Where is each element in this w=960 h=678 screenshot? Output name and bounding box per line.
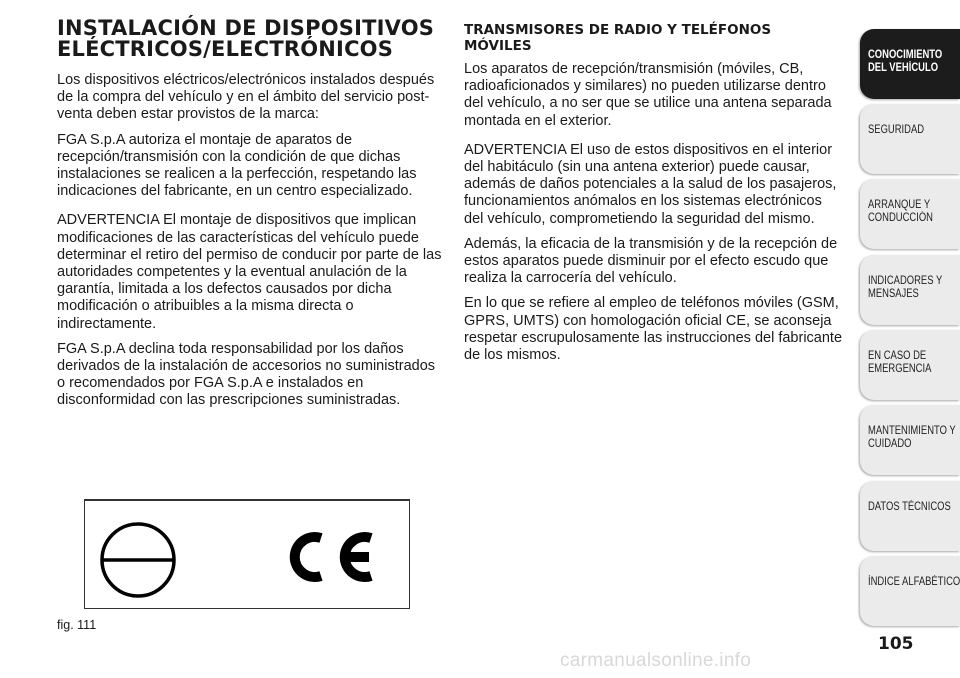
tab-label: MANTENIMIENTO Y xyxy=(868,425,956,437)
tab-label: DATOS TÉCNICOS xyxy=(868,501,951,513)
tab-label: INDICADORES Y xyxy=(868,275,943,287)
tab-label: DEL VEHÍCULO xyxy=(868,62,939,74)
section-title-line1: INSTALACIÓN DE DISPOSITIVOS xyxy=(57,16,435,40)
paragraph: FGA S.p.A declina toda responsabilidad por los daños derivados de la instalación de accesorios no suministrados o recomendados por FGA S.p.A e instalados en disconformidad con las prescripciones suministradas. xyxy=(57,340,436,409)
chapter-sidebar xyxy=(860,0,960,678)
e-mark-icon xyxy=(102,524,174,596)
ce-mark-icon xyxy=(295,537,371,577)
tab-label: ÍNDICE ALFABÉTICO xyxy=(868,576,960,588)
subsection-heading xyxy=(464,22,844,54)
right-column xyxy=(464,22,844,372)
tab-indicadores-y-mensajes[interactable] xyxy=(860,255,960,325)
tab-label: CONOCIMIENTO xyxy=(868,49,943,61)
warning-paragraph: ADVERTENCIA El uso de estos dispositivos en el interior del habitáculo (sin una antena exterior) puede causar, además de daños potenciales a la salud de los pasajeros, funcionamientos anómalos en los sistemas electrónicos del vehículo, comprometiendo la seguridad del mismo. xyxy=(464,141,837,227)
tab-indice-alfabetico[interactable] xyxy=(860,556,960,626)
subsection-heading-line2: MÓVILES xyxy=(464,38,532,54)
tab-datos-tecnicos[interactable] xyxy=(860,481,960,551)
paragraph: Los aparatos de recepción/transmisión (móviles, CB, radioaficionados y similares) no pueden utilizarse dentro del vehículo, a no ser que se utilice una antena separada montada en el exterior. xyxy=(464,61,832,129)
paragraph: Los dispositivos eléctricos/electrónicos instalados después de la compra del vehículo y en el ámbito del servicio post-venta deben estar provistos de la marca: xyxy=(57,72,435,123)
section-title xyxy=(57,18,442,60)
tab-mantenimiento-y-cuidado[interactable] xyxy=(860,405,960,475)
left-column xyxy=(57,18,442,418)
paragraph: FGA S.p.A autoriza el montaje de aparatos de recepción/transmisión con la condición de que dichas instalaciones se realicen a la perfección, respetando las indicaciones del fabricante, en un centro especializado. xyxy=(57,131,417,200)
tab-label: MENSAJES xyxy=(868,288,919,300)
tab-label: CONDUCCIÓN xyxy=(868,212,933,224)
tab-seguridad[interactable] xyxy=(860,104,960,174)
tab-label: ARRANQUE Y xyxy=(868,199,931,211)
paragraph: Además, la eficacia de la transmisión y de la recepción de estos aparatos puede disminuir por el efecto escudo que realiza la carrocería del vehículo. xyxy=(464,235,838,287)
tab-en-caso-de-emergencia[interactable] xyxy=(860,330,960,400)
figure-caption: fig. 111 xyxy=(57,618,97,632)
section-title-line2: ELÉCTRICOS/ELECTRÓNICOS xyxy=(57,37,394,61)
subsection-heading-line1: TRANSMISORES DE RADIO Y TELÉFONOS xyxy=(464,22,772,38)
tab-label: CUIDADO xyxy=(868,438,912,450)
figure-111 xyxy=(84,499,410,609)
warning-paragraph: ADVERTENCIA El montaje de dispositivos que implican modificaciones de las características del vehículo puede determinar el retiro del permiso de conducir por parte de las autoridades competentes y la eventual anulación de la garantía, limitada a los defectos causados por dicha modificación o atribuibles a la misma directa o indirectamente. xyxy=(57,212,442,332)
tab-label: EN CASO DE xyxy=(868,350,927,362)
tab-label: SEGURIDAD xyxy=(868,124,925,136)
paragraph: En lo que se refiere al empleo de teléfonos móviles (GSM, GPRS, UMTS) con homologación oficial CE, se aconseja respetar escrupulosamente las instrucciones del fabricante de los mismos. xyxy=(464,295,843,364)
tab-arranque-y-conduccion[interactable] xyxy=(860,179,960,249)
tab-label: EMERGENCIA xyxy=(868,363,932,375)
page-number: 105 xyxy=(878,634,914,654)
tab-conocimiento-del-vehiculo[interactable] xyxy=(860,29,960,99)
watermark: carmanualsonline.info xyxy=(560,650,752,671)
